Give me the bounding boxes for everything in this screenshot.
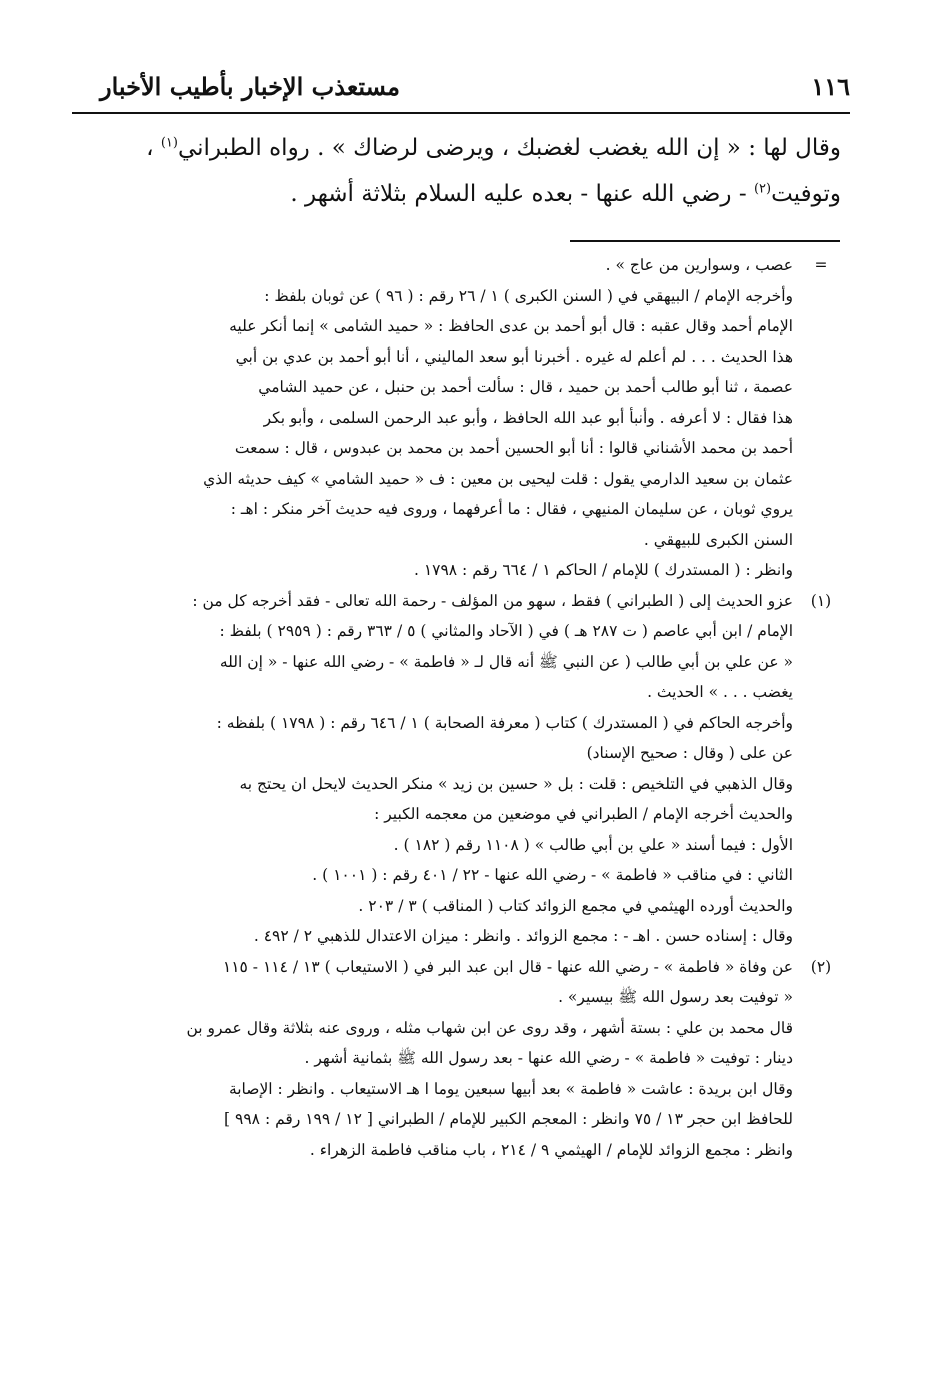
footnote-line: وأخرجه الإمام / البيهقي في ( السنن الكبرى ) ١ / ٢٦ رقم : ( ٩٦ ) عن ثوبان بلفظ : bbox=[264, 286, 793, 305]
header-rule bbox=[72, 112, 850, 114]
footnote-line: وقال : إسناده حسن . اهـ - : مجمع الزوائد . وانظر : ميزان الاعتدال للذهبي ٢ / ٤٩٢ . bbox=[253, 927, 793, 945]
footnote-body bbox=[101, 952, 793, 1166]
footnote-line: أحمد بن محمد الأشناني قالوا : أنا أبو الحسين أحمد بن محمد بن عبدوس ، قال : سمعت bbox=[234, 439, 793, 457]
footnote-rule bbox=[570, 240, 840, 242]
book-title: مستعذب الإخبار بأطيب الأخبار bbox=[100, 72, 400, 101]
footnote-line: عن وفاة « فاطمة » - رضي الله عنها - قال ابن عبد البر في ( الاستيعاب ) ١٣ / ١١٤ - ١١٥ bbox=[222, 957, 793, 976]
footnote-line: وقال ابن بريدة : عاشت « فاطمة » بعد أبيها سبعين يوما ا هـ الاستيعاب . وانظر : الإصابة bbox=[228, 1079, 793, 1098]
footnote-line: وانظر : مجمع الزوائد للإمام / الهيثمي ٩ / ٢١٤ ، باب مناقب فاطمة الزهراء . bbox=[309, 1140, 793, 1159]
main-text-segment: ، bbox=[146, 135, 161, 161]
footnote-body bbox=[101, 586, 793, 952]
footnote-line: عن على ( وقال : صحيح الإسناد) bbox=[586, 744, 793, 762]
footnote-line: « توفيت بعد رسول الله ﷺ بيسير» . bbox=[558, 988, 793, 1006]
footnote-line: هذا فقال : لا أعرفه . وأنبأ أبو عبد الله الحافظ ، وأبو عبد الرحمن السلمى ، وأبو بكر bbox=[263, 408, 793, 427]
footnote-line: يروي ثوبان ، عن سليمان المنيهي ، فقال : ما أعرفهما ، وروى فيه حديث آخر منكر : اهـ : bbox=[230, 500, 793, 518]
footnote-mark: = bbox=[814, 256, 828, 274]
footnote-line: السنن الكبرى للبيهقي . bbox=[643, 530, 793, 549]
footnote-line: قال محمد بن علي : بستة أشهر ، وقد روى عن ابن شهاب مثله ، وروى عنه بثلاثة وقال عمرو بن bbox=[186, 1018, 793, 1037]
footnote-line: عزو الحديث إلى ( الطبراني ) فقط ، سهو من المؤلف - رحمة الله تعالى - فقد أخرجه كل من : bbox=[192, 591, 793, 610]
footnote-ref-1[interactable]: (١) bbox=[160, 135, 178, 151]
footnote-line: عصمة ، ثنا أبو طالب أحمد بن حميد ، قال : سألت أحمد بن حنبل ، عن حميد الشامي bbox=[258, 378, 793, 396]
footnote-line: « عن علي بن أبي طالب ( عن النبي ﷺ أنه قال لـ « فاطمة » - رضي الله عنها - « إن الله bbox=[219, 652, 793, 671]
footnote-line: الإمام أحمد وقال عقبه : قال أبو أحمد بن عدى الحافظ : « حميد الشامى » إنما أنكر عليه bbox=[229, 317, 793, 335]
footnote-line: الإمام / ابن أبي عاصم ( ت ٢٨٧ هـ ) في ( الآحاد والمثاني ) ٥ / ٣٦٣ رقم : ( ٢٩٥٩ ) بلفظ : bbox=[219, 622, 793, 640]
footnote-ref-2[interactable]: (٢) bbox=[753, 181, 772, 197]
footnote-mark: (١) bbox=[810, 591, 832, 610]
footnote-line: وانظر : ( المستدرك ) للإمام / الحاكم ١ / ٦٦٤ رقم : ١٧٩٨ . bbox=[413, 561, 793, 579]
main-text-segment: وتوفيت bbox=[771, 181, 841, 207]
footnote-line: دينار : توفيت « فاطمة » - رضي الله عنها - بعد رسول الله ﷺ بثمانية أشهر . bbox=[304, 1049, 793, 1067]
footnote-line: عثمان بن سعيد الدارمي يقول : قلت ليحيى بن معين : ف « حميد الشامي » كيف حديثه الذي bbox=[203, 469, 793, 488]
main-line bbox=[101, 125, 841, 171]
footnotes bbox=[101, 250, 841, 1165]
main-text bbox=[101, 125, 841, 217]
page-number: ١١٦ bbox=[811, 72, 850, 101]
footnote-line: والحديث أورده الهيثمي في مجمع الزوائد كتاب ( المناقب ) ٣ / ٢٠٣ . bbox=[358, 896, 793, 915]
footnote-line: للحافظ ابن حجر ١٣ / ٧٥ وانظر : المعجم الكبير للإمام / الطبراني [ ١٢ / ١٩٩ رقم : ٩٩٨ ] bbox=[224, 1110, 793, 1128]
footnote-continued bbox=[101, 250, 841, 586]
footnote-line: هذا الحديث . . . لم أعلم له غيره . أخبرنا أبو سعد الماليني ، أنا أبو أحمد بن عدي بن أبي bbox=[235, 347, 793, 366]
footnote-line: يغضب . . . » الحديث . bbox=[647, 683, 793, 701]
footnote-1 bbox=[101, 586, 841, 952]
footnote-line: الأول : فيما أسند « علي بن أبي طالب » ( ١١٠٨ رقم ( ١٨٢ ) . bbox=[393, 835, 793, 854]
footnote-line: وأخرجه الحاكم في ( المستدرك ) كتاب ( معرفة الصحابة ) ١ / ٦٤٦ رقم : ( ١٧٩٨ ) بلفظه : bbox=[216, 713, 793, 732]
footnote-2 bbox=[101, 952, 841, 1166]
footnote-line: وقال الذهبي في التلخيص : قلت : بل « حسين بن زيد » منكر الحديث لايحل ان يحتج به bbox=[239, 774, 793, 793]
main-text-segment: - رضي الله عنها - بعده عليه السلام بثلاثة أشهر . bbox=[290, 181, 754, 207]
footnote-line: الثاني : في مناقب « فاطمة » - رضي الله عنها - ٢٢ / ٤٠١ رقم : ( ١٠٠١ ) . bbox=[312, 866, 793, 884]
main-line bbox=[101, 171, 841, 217]
footnote-line: والحديث أخرجه الإمام / الطبراني في موضعين من معجمه الكبير : bbox=[374, 805, 793, 823]
footnote-body bbox=[101, 250, 793, 586]
main-text-segment: وقال لها : « إن الله يغضب لغضبك ، ويرضى لرضاك » . رواه الطبراني bbox=[177, 135, 841, 161]
footnote-mark: (٢) bbox=[810, 957, 832, 976]
running-header bbox=[70, 70, 850, 110]
footnote-line: عصب ، وسوارين من عاج » . bbox=[605, 256, 793, 274]
